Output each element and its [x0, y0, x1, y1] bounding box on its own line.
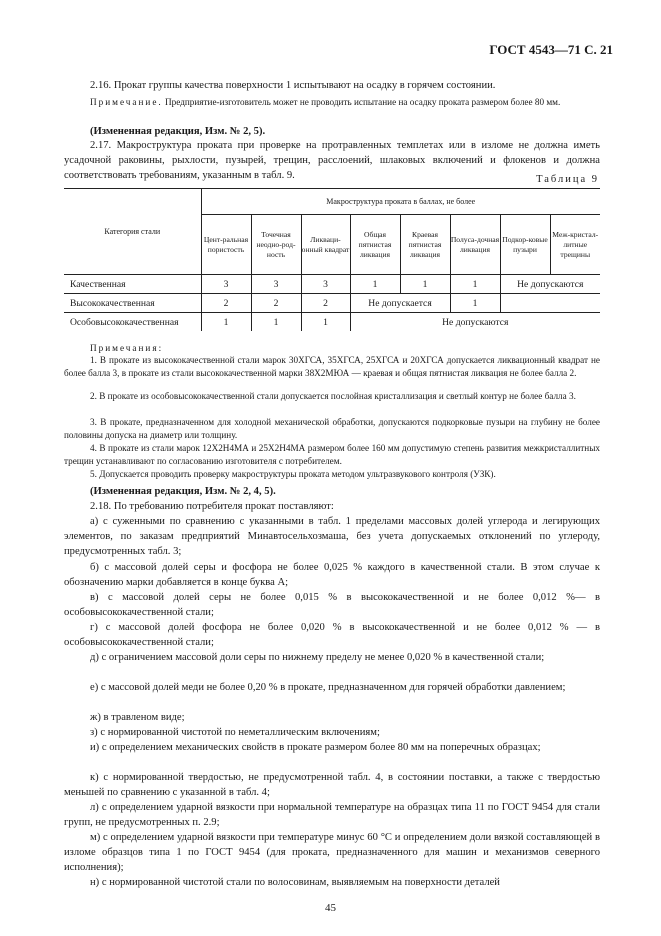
col-edge-spotted-segregation: Краевая пятнистая ликвация	[400, 215, 450, 275]
note-item-1: 1. В прокате из высококачественной стали марок 30ХГСА, 35ХГСА, 25ХГСА и 20ХГСА допускается ликвационный квадрат не более балла 3, в прокате из стали высококачественной марки 38Х2МЮА — краевая и общая пятнистая ликвация не более балла 2.	[64, 355, 600, 379]
col-intercrystalline-cracks: Меж-кристал-литные трещины	[550, 215, 600, 275]
cell: 1	[450, 275, 500, 294]
note-item-2: 2. В прокате из особовысококачественной стали допускается послойная кристаллизация и светлый контур не более балла 3.	[90, 391, 576, 401]
cell: 1	[301, 313, 350, 332]
list-item-n: н) с нормированной чистотой стали по волосовинам, выявляемым на поверхности деталей	[90, 877, 500, 888]
row-name: Высококачественная	[64, 294, 201, 313]
cell: 2	[301, 294, 350, 313]
col-general-spotted-segregation: Общая пятнистая ликвация	[350, 215, 400, 275]
table-row	[64, 275, 600, 294]
paragraph-2-18: 2.18. По требованию потребителя прокат поставляют:	[90, 501, 334, 512]
list-item-d: д) с ограничением массовой доли серы по нижнему пределу не менее 0,020 % в качественной стали;	[90, 652, 545, 663]
notes-title: Примечания:	[90, 343, 164, 353]
list-item-zh: ж) в травленом виде;	[90, 712, 185, 723]
paragraph-2-16: 2.16. Прокат группы качества поверхности 1 испытывают на осадку в горячем состоянии.	[90, 80, 496, 91]
table-row	[64, 294, 600, 313]
cell: 1	[350, 275, 400, 294]
col-subsurface-segregation: Полуса-дочная ликвация	[450, 215, 500, 275]
cell: 2	[201, 294, 251, 313]
list-item-m: м) с определением ударной вязкости при температуре минус 60 °С и определением доли вязкой составляющей в изломе образцов типа 1 по ГОСТ 9454 (для проката, предназначенного для машин и механизмов северного исполнения);	[64, 832, 600, 874]
note-1	[64, 96, 600, 109]
list-item-z: з) с нормированной чистотой по неметаллическим включениям;	[90, 727, 380, 738]
cell: 3	[201, 275, 251, 294]
table-row	[64, 313, 600, 332]
cell: 3	[301, 275, 350, 294]
paragraph-2-17: 2.17. Макроструктура проката при проверке на протравленных темплетах или в изломе не должна иметь усадочной раковины, рыхлости, пузырей, трещин, расслоений, шлаковых включений и флокенов и должна соответствовать требованиям, указанным в табл. 9.	[64, 140, 600, 182]
revision-note-2: (Измененная редакция, Изм. № 2, 4, 5).	[90, 486, 276, 497]
table-label: Таблица 9	[536, 174, 599, 185]
list-item-g: г) с массовой долей фосфора не более 0,020 % в высококачественной и не более 0,012 % — в особовысококачественной стали;	[64, 622, 600, 649]
cell-merged: Не допускаются	[350, 313, 600, 332]
row-name: Особовысококачественная	[64, 313, 201, 332]
cell: 1	[251, 313, 301, 332]
note-item-5: 5. Допускается проводить проверку макроструктуры проката методом ультразвукового контроля (УЗК).	[90, 469, 496, 479]
col-central-porosity: Цент-ральная пористость	[201, 215, 251, 275]
list-item-l: л) с определением ударной вязкости при нормальной температуре на образцах типа 11 по ГОСТ 9454 для стали групп, не предусмотренных п. 2.9;	[64, 802, 600, 829]
cell: 1	[201, 313, 251, 332]
note-item-4: 4. В прокате из стали марок 12Х2Н4МА и 25Х2Н4МА размером более 160 мм допустимую степень развития межкристаллитных трещин устанавливают по согласованию изготовителя с потребителем.	[64, 443, 600, 467]
cell-merged: Не допускается	[350, 294, 450, 313]
list-item-v: в) с массовой долей серы не более 0,015 % в высококачественной и не более 0,012 %— в особовысококачественной стали;	[64, 592, 600, 619]
cell-merged: Не допускаются	[500, 275, 600, 294]
list-item-k: к) с нормированной твердостью, не предусмотренной табл. 4, в состоянии поставки, а также с твердостью меньшей по сравнению с указанной в табл. 4;	[64, 772, 600, 799]
list-item-b: б) с массовой долей серы и фосфора не более 0,025 % каждого в качественной стали. В этом случае к обозначению марки добавляется в конце буква А;	[64, 562, 600, 589]
note-text: Предприятие-изготовитель может не проводить испытание на осадку проката размером более 80 мм.	[162, 97, 561, 107]
table-9	[64, 188, 600, 331]
header-group: Макроструктура проката в баллах, не более	[201, 189, 600, 215]
col-subsurface-bubbles: Подкор-ковые пузыри	[500, 215, 550, 275]
cell: 1	[400, 275, 450, 294]
revision-note-1: (Измененная редакция, Изм. № 2, 5).	[90, 126, 266, 137]
list-item-i: и) с определением механических свойств в прокате размером более 80 мм на поперечных образцах;	[90, 742, 541, 753]
cell: 1	[450, 294, 500, 313]
cell-empty	[500, 294, 600, 313]
cell: 2	[251, 294, 301, 313]
list-item-e: е) с массовой долей меди не более 0,20 % в прокате, предназначенном для горячей обработки давлением;	[90, 682, 566, 693]
page-header: ГОСТ 4543—71 С. 21	[489, 42, 613, 57]
page-number: 45	[325, 902, 336, 914]
header-category: Категория стали	[64, 189, 201, 275]
col-segregation-square: Ликваци-онный квадрат	[301, 215, 350, 275]
list-item-a: а) с суженными по сравнению с указанными в табл. 1 пределами массовых долей углерода и легирующих элементов, по заказам предприятий Минавтосельхозмаша, без учета допускаемых отклонений по углероду, предусмотренных табл. 3;	[64, 516, 600, 558]
cell: 3	[251, 275, 301, 294]
note-label: Примечание.	[90, 97, 163, 107]
note-item-3: 3. В прокате, предназначенном для холодной механической обработки, допускаются подкорковые пузыри на глубину не более половины допуска на диаметр или толщину.	[64, 417, 600, 441]
col-point-heterogeneity: Точечная неодно-род-ность	[251, 215, 301, 275]
row-name: Качественная	[64, 275, 201, 294]
